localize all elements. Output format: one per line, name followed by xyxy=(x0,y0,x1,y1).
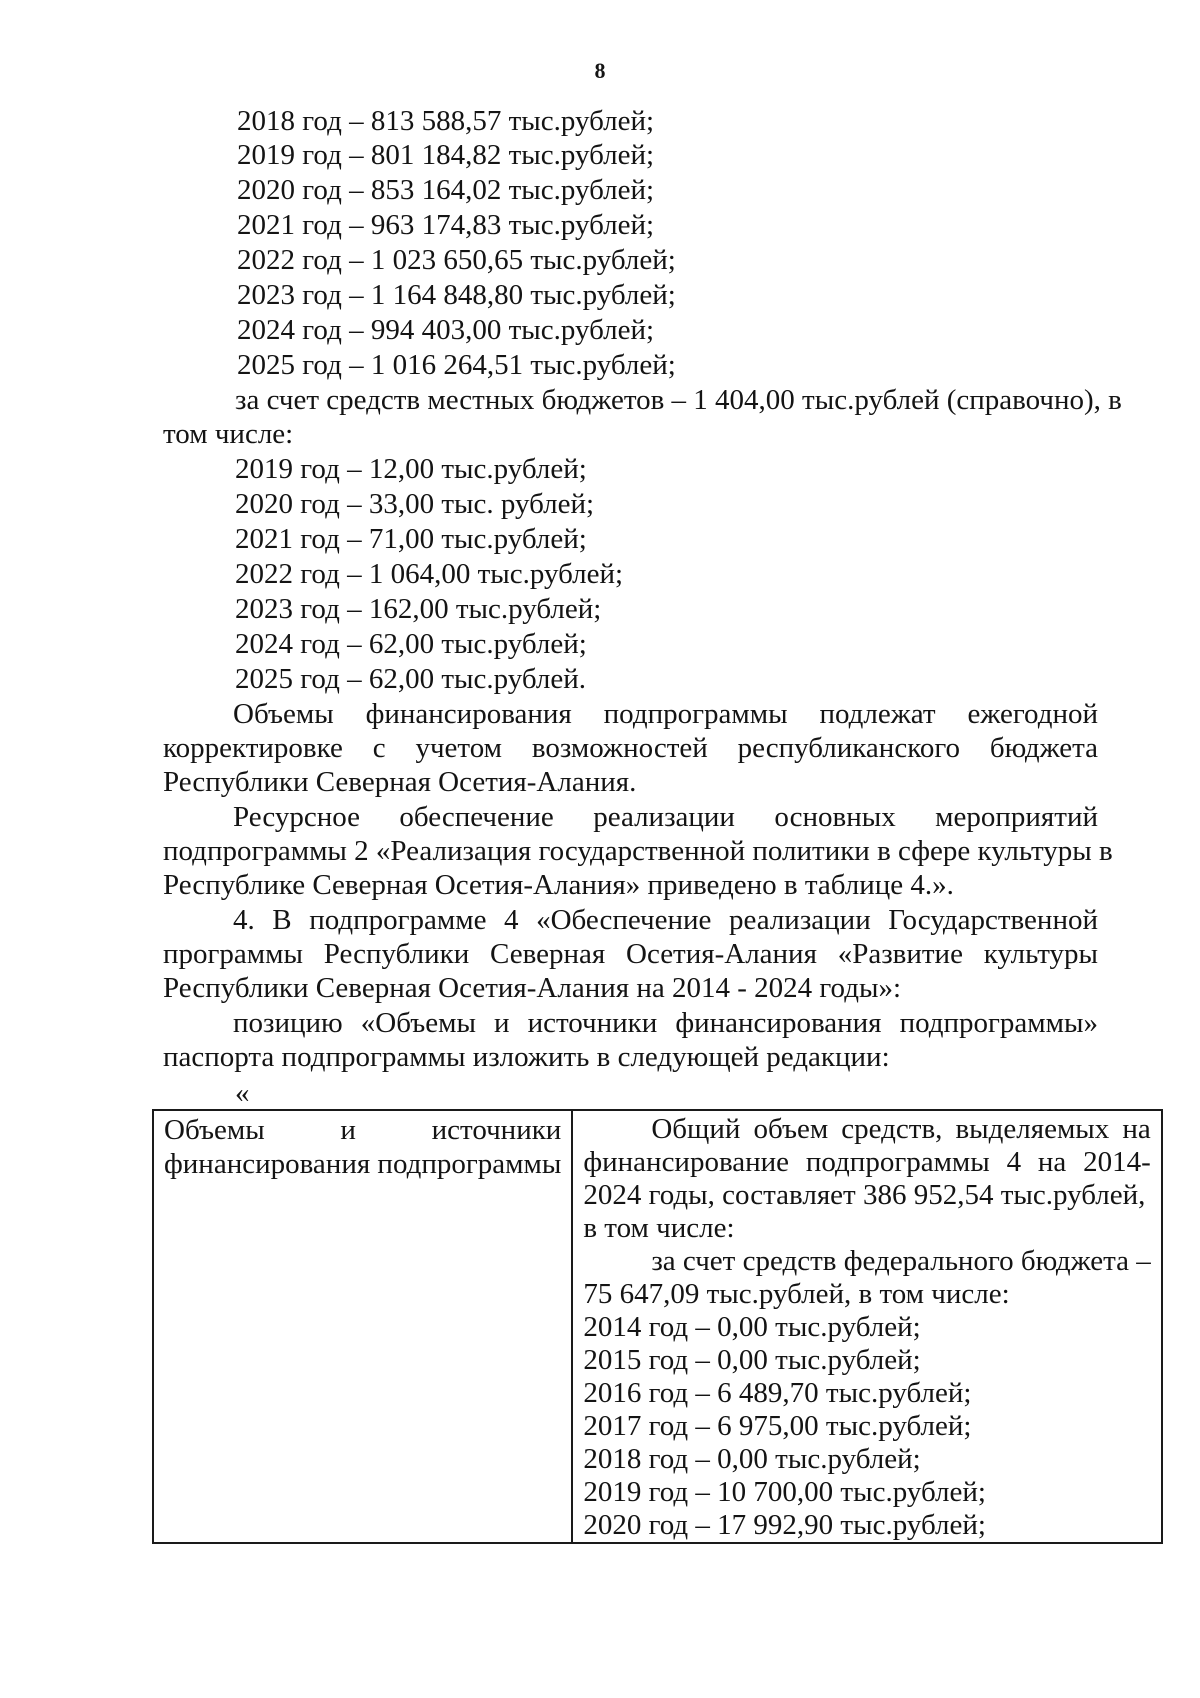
year-line: 2019 год – 12,00 тыс.рублей; xyxy=(235,453,587,485)
local-budget-line: за счет средств местных бюджетов – 1 404,00 тыс.рублей (справочно), в xyxy=(235,384,1122,416)
year-line: 2019 год – 801 184,82 тыс.рублей; xyxy=(237,139,655,171)
year-line: 2025 год – 1 016 264,51 тыс.рублей; xyxy=(237,349,676,381)
year-line: 2021 год – 963 174,83 тыс.рублей; xyxy=(237,209,655,241)
paragraph-line: Республике Северная Осетия-Алания» приведено в таблице 4.». xyxy=(163,869,954,901)
table-row xyxy=(153,1110,1162,1543)
opening-quote: « xyxy=(235,1077,250,1109)
cell-line: 2018 год – 0,00 тыс.рублей; xyxy=(583,1443,921,1475)
year-line: 2025 год – 62,00 тыс.рублей. xyxy=(235,663,587,695)
paragraph-line: корректировке с учетом возможностей республиканского бюджета xyxy=(163,732,1098,764)
cell-line: 2016 год – 6 489,70 тыс.рублей; xyxy=(583,1377,972,1409)
paragraph-line: Объемы финансирования подпрограммы подлежат ежегодной xyxy=(233,698,1098,730)
paragraph-line: 4. В подпрограмме 4 «Обеспечение реализации Государственной xyxy=(233,904,1098,936)
paragraph-line: Ресурсное обеспечение реализации основных мероприятий xyxy=(233,801,1098,833)
cell-line: в том числе: xyxy=(583,1212,735,1244)
year-line: 2020 год – 853 164,02 тыс.рублей; xyxy=(237,174,655,206)
paragraph-line: Республики Северная Осетия-Алания. xyxy=(163,766,637,798)
passport-table xyxy=(152,1109,1163,1544)
cell-line: Объемы и источники xyxy=(164,1114,562,1146)
year-line: 2021 год – 71,00 тыс.рублей; xyxy=(235,523,587,555)
local-budget-line: том числе: xyxy=(163,418,294,450)
cell-line: 2019 год – 10 700,00 тыс.рублей; xyxy=(583,1476,986,1508)
cell-line: Общий объем средств, выделяемых на xyxy=(651,1113,1151,1145)
cell-line: финансирование подпрограммы 4 на 2014- xyxy=(583,1146,1151,1178)
cell-line: 75 647,09 тыс.рублей, в том числе: xyxy=(583,1278,1010,1310)
year-line: 2022 год – 1 064,00 тыс.рублей; xyxy=(235,558,624,590)
table-cell-label xyxy=(153,1110,572,1543)
paragraph-line: программы Республики Северная Осетия-Алания «Развитие культуры xyxy=(163,938,1098,970)
year-line: 2024 год – 62,00 тыс.рублей; xyxy=(235,628,587,660)
paragraph-line: паспорта подпрограммы изложить в следующей редакции: xyxy=(163,1041,890,1073)
cell-line: 2014 год – 0,00 тыс.рублей; xyxy=(583,1311,921,1343)
year-line: 2023 год – 162,00 тыс.рублей; xyxy=(235,593,602,625)
paragraph-line: Республики Северная Осетия-Алания на 2014 - 2024 годы»: xyxy=(163,972,901,1004)
paragraph-line: подпрограммы 2 «Реализация государственной политики в сфере культуры в xyxy=(163,835,1113,867)
year-line: 2020 год – 33,00 тыс. рублей; xyxy=(235,488,595,520)
cell-line: 2015 год – 0,00 тыс.рублей; xyxy=(583,1344,921,1376)
page-number: 8 xyxy=(594,58,606,83)
cell-line: 2024 годы, составляет 386 952,54 тыс.рублей, xyxy=(583,1179,1146,1211)
year-line: 2024 год – 994 403,00 тыс.рублей; xyxy=(237,314,655,346)
year-line: 2023 год – 1 164 848,80 тыс.рублей; xyxy=(237,279,676,311)
year-line: 2018 год – 813 588,57 тыс.рублей; xyxy=(237,105,655,137)
table-cell-value xyxy=(572,1110,1161,1543)
cell-line: финансирования подпрограммы xyxy=(164,1148,562,1180)
cell-line: за счет средств федерального бюджета – xyxy=(651,1245,1151,1277)
paragraph-line: позицию «Объемы и источники финансирования подпрограммы» xyxy=(233,1007,1098,1039)
cell-line: 2020 год – 17 992,90 тыс.рублей; xyxy=(583,1509,986,1541)
year-line: 2022 год – 1 023 650,65 тыс.рублей; xyxy=(237,244,676,276)
cell-line: 2017 год – 6 975,00 тыс.рублей; xyxy=(583,1410,972,1442)
